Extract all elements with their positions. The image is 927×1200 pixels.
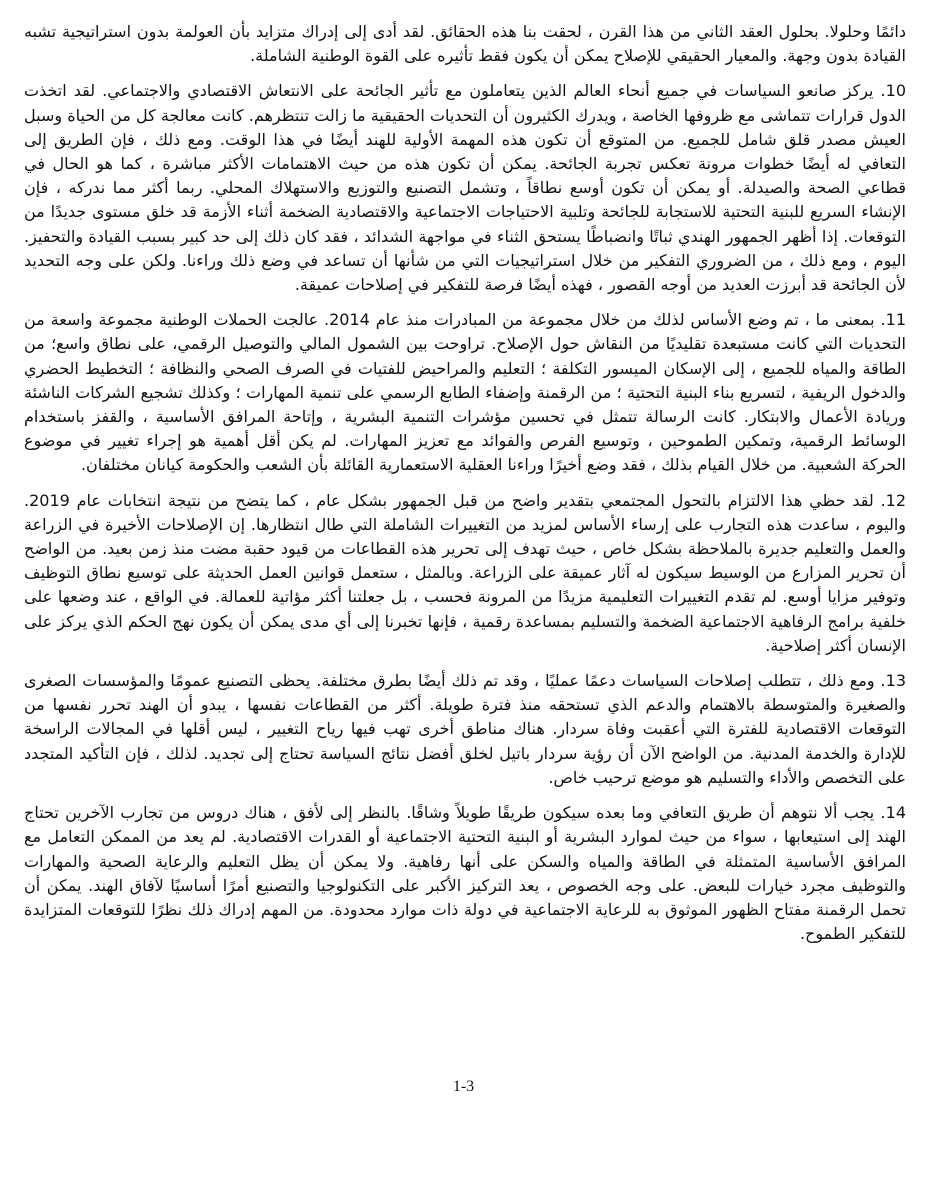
paragraph-text: لقد حظي هذا الالتزام بالتحول المجتمعي بتقدير واضح من قبل الجمهور بشكل عام ، كما يتضح من نتيجة انتخابات عام 2019. واليوم ، ساعدت هذه التجارب على إرساء الأساس لمزيد من التغييرات الشاملة التي طال انتظارها. إن الإصلاحات الأخيرة في الزراعة والعمل والتعليم جديرة بالملاحظة بشكل خاص ، حيث تهدف إلى تحرير هذه القطاعات من قيود حقبة مضت منذ زمن بعيد. من الواضح أن تحرير المزارع من الوسيط سيكون له آثار عميقة على الزراعة. وبالمثل ، ستعمل قوانين العمل الحديثة على توسيع نطاق التوظيف وتوفير مزايا أوسع. لم تقدم التغييرات التعليمية مزيدًا من المرونة فحسب ، بل جعلتنا أكثر مؤاتية للعمالة. في الواقع ، عند وضعها على خلفية برامج الرفاهية الاجتماعية الضخمة والتسليم بمساعدة رقمية ، فإنها تخبرنا إلى أي مدى يمكن أن يكون نهج الحكم الذي يركز على الإنسان أكثر إصلاحية. <box>24 490 906 655</box>
paragraph-text: ومع ذلك ، تتطلب إصلاحات السياسات دعمًا عمليًا ، وقد تم ذلك أيضًا بطرق مختلفة. يحظى التصنيع عمومًا والمؤسسات الصغرى والصغيرة والمتوسطة بالاهتمام والدعم الذي تستحقه منذ فترة طويلة. أكثر من القطاعات نفسها ، يبدو أن الهند تحرر نفسها من التوقعات الاقتصادية للفترة التي أعقبت وفاة سردار. هناك مناطق أخرى تهب فيها رياح التغيير ، ليس أقلها في المجالات الراسخة للإدارة والخدمة المدنية. من الواضح الآن أن رؤية سردار باتيل لخلق أفضل نتائج السياسة تحتاج إلى تجديد. لذلك ، فإن التأكيد المتجدد على التخصص والأداء والتسليم هو موضع ترحيب خاص. <box>24 671 906 787</box>
paragraph-number: 10. <box>880 81 906 101</box>
paragraph-text: دائمًا وحلولا. بحلول العقد الثاني من هذا القرن ، لحقت بنا هذه الحقائق. لقد أدى إلى إدراك متزايد بأن العولمة بدون استراتيجية تشبه القيادة بدون وجهة. والمعيار الحقيقي للإصلاح يمكن أن يكون فقط تأثيره على القوة الوطنية الشاملة. <box>24 22 906 66</box>
paragraph-text: يجب ألا نتوهم أن طريق التعافي وما بعده سيكون طريقًا طويلاً وشاقًا. بالنظر إلى لأفق ، هناك دروس من تجارب الآخرين تحتاج الهند إلى استيعابها ، سواء من حيث لموارد البشرية أو البنية التحتية الاجتماعية أو القدرات الاقتصادية. لم يعد من الممكن التعامل مع المرافق الأساسية المتمثلة في الطاقة والمياه والسكن على أنها رفاهية. ولا يمكن أن يظل التعليم والرعاية الصحية والمهارات والتوظيف مجرد خيارات للبعض. على وجه الخصوص ، يعد التركيز الأكبر على التكنولوجيا والتصنيع أمرًا أساسيًا لآفاق الهند. يمكن أن تحمل الرقمنة مفتاح الظهور الموثوق به للرعاية الاجتماعية في دولة ذات موارد محدودة. من المهم إدراك ذلك نظرًا للتوقعات المتزايدة للتفكير الطموح. <box>24 803 906 944</box>
paragraph-11 <box>24 308 906 477</box>
paragraph-10 <box>24 79 906 297</box>
paragraph-continuation <box>24 20 906 68</box>
paragraph-number: 12. <box>880 490 907 510</box>
paragraph-text: يركز صانعو السياسات في جميع أنحاء العالم الذين يتعاملون مع تأثير الجائحة على الانتعاش الاقتصادي والاجتماعي. لقد اتخذت الدول قرارات تتماشى مع ظروفها الخاصة ، ويدرك الكثيرون أن التحديات الحقيقية ما زالت تنتظرهم. كانت معالجة كل من الحياة وسبل العيش مصدر قلق شامل للجميع. من المتوقع أن تكون هذه المهمة الأولية للهند أيضًا في هذا الوقت. ومع ذلك ، فإن الطريق إلى التعافي له أيضًا خطوات مرونة تعكس تجربة الجائحة. يمكن أن تكون هذه من حيث الاهتمامات الأكثر مباشرة ، كما هو الحال في قطاعي الصحة والصيدلة. أو يمكن أن تكون أوسع نطاقاً ، وتشمل التصنيع والتوزيع والاستهلاك المحلي. ربما أكثر مما ندركه ، فإن الإنشاء السريع للبنية التحتية للاستجابة للجائحة وتلبية الاحتياجات الاجتماعية والاقتصادية الضخمة أثناء الأزمة قد خلق مستوى جديدًا من التوقعات. إذا أظهر الجمهور الهندي ثباتًا وانضباطًا يستحق الثناء في مواجهة الشدائد ، فقد كان ذلك إلى حد كبير بسبب القيادة والتحفيز. اليوم ، ومع ذلك ، من الضروري التفكير من خلال استراتيجيات التي من شأنها أن تساعد في وضع ذلك وراءنا. ولكن على وجه التحديد لأن الجائحة قد أبرزت العديد من أوجه القصور ، فهذه أيضًا فرصة للتفكير في إصلاحات عميقة. <box>24 81 906 295</box>
page-number: 1-3 <box>452 1078 475 1095</box>
paragraph-14 <box>24 801 906 946</box>
paragraph-number: 14. <box>880 803 906 823</box>
paragraph-12 <box>24 489 906 658</box>
document-body <box>24 20 906 957</box>
paragraph-number: 13. <box>880 671 906 691</box>
paragraph-number: 11. <box>880 310 906 330</box>
paragraph-13 <box>24 669 906 790</box>
paragraph-text: بمعنى ما ، تم وضع الأساس لذلك من خلال مجموعة من المبادرات منذ عام 2014. عالجت الحملات الوطنية مجموعة واسعة من التحديات التي كانت مستبعدة تقليديًا من النقاش حول الإصلاح. تراوحت بين الشمول المالي والتوصيل الرقمي، على نطاق واسع؛ من الطاقة والمياه للجميع ، إلى الإسكان الميسور التكلفة ؛ التعليم والمراحيض للفتيات في الصرف الصحي والنظافة ؛ التخطيط الحضري والدخول الريفية ، لتسريع بناء البنية التحتية ؛ من الرقمنة وإضفاء الطابع الرسمي على تنمية المهارات ؛ وكذلك تشجيع الشركات الناشئة وريادة الأعمال والابتكار. كانت الرسالة تتمثل في تحسين مؤشرات التنمية البشرية ، وإتاحة المرافق الأساسية ، والقفز باستخدام الوسائط الرقمية، وتمكين الطموحين ، وتوسيع الفرص والفوائد مع تعزيز المهارات. لم يكن أقل أهمية هو إجراء تغيير في موضوع الحركة الشعبية. من خلال القيام بذلك ، فقد وضع أخيرًا وراءنا العقلية الاستعمارية القائلة بأن الشعب والحكومة كيانان مختلفان. <box>24 310 906 475</box>
